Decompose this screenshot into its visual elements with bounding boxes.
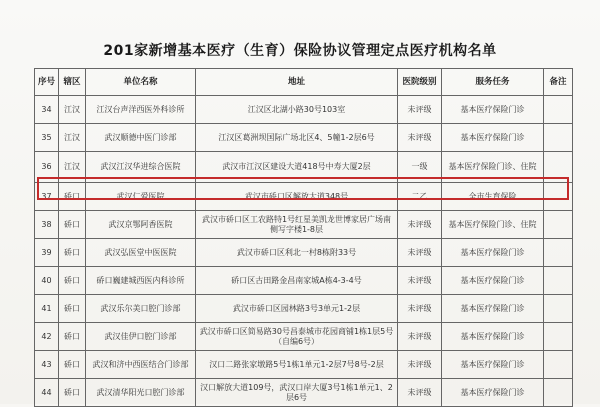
cell-name: 武汉弘医堂中医医院 [86,239,196,267]
cell-level: 未评级 [398,351,442,379]
table-row [35,239,573,267]
cell-address: 武汉市硚口区工农路特1号红星美凯龙世博家居广场南侧写字楼1-8层 [196,211,398,239]
header-district: 辖区 [59,69,86,96]
cell-no: 34 [35,96,59,124]
document-title: 201家新增基本医疗（生育）保险协议管理定点医疗机构名单 [103,43,497,59]
cell-address: 武汉市硚口区园林路3号3单元1-2层 [196,295,398,323]
cell-no: 41 [35,295,59,323]
cell-no: 42 [35,323,59,351]
cell-district: 江汉 [59,96,86,124]
table-row [35,124,573,152]
table-row [35,323,573,351]
cell-address: 武汉市硚口区解放大道348号 [196,183,398,211]
cell-level: 未评级 [398,124,442,152]
cell-name: 硚口巍建城西医内科诊所 [86,267,196,295]
cell-note [544,267,573,295]
cell-no: 37 [35,183,59,211]
cell-note [544,239,573,267]
cell-name: 武汉佳伊口腔门诊部 [86,323,196,351]
cell-note [544,96,573,124]
cell-name: 武汉清华阳光口腔门诊部 [86,379,196,407]
cell-no: 40 [35,267,59,295]
table-row [35,351,573,379]
cell-task: 基本医疗保险门诊 [442,96,544,124]
table-row [35,295,573,323]
table-row [35,379,573,407]
cell-note [544,124,573,152]
header-level: 医院级别 [398,69,442,96]
cell-district: 硚口 [59,379,86,407]
cell-name: 武汉和济中西医结合门诊部 [86,351,196,379]
cell-no: 44 [35,379,59,407]
cell-district: 硚口 [59,183,86,211]
cell-level: 未评级 [398,267,442,295]
header-note: 备注 [544,69,573,96]
cell-no: 43 [35,351,59,379]
cell-task: 基本医疗保险门诊、住院 [442,211,544,239]
cell-address: 硚口区古田路金昌南家城A栋4-3-4号 [196,267,398,295]
table-header-row [35,69,573,96]
cell-address: 汉口二路张家墩路5号1栋1单元1-2层7号8号-2层 [196,351,398,379]
cell-address: 汉口解放大道109号，武汉口岸大厦3号1栋1单元1、2层6号 [196,379,398,407]
cell-address: 武汉市硚口区简易路30号昌泰城市花园商铺1栋1层5号（自编6号） [196,323,398,351]
cell-level: 未评级 [398,379,442,407]
table-row [35,267,573,295]
cell-task: 基本医疗保险门诊 [442,239,544,267]
header-no: 序号 [35,69,59,96]
cell-note [544,295,573,323]
header-name: 单位名称 [86,69,196,96]
cell-note [544,211,573,239]
cell-level: 二乙 [398,183,442,211]
cell-note [544,323,573,351]
cell-note [544,379,573,407]
cell-district: 硚口 [59,323,86,351]
cell-level: 未评级 [398,323,442,351]
cell-district: 硚口 [59,239,86,267]
cell-district: 硚口 [59,267,86,295]
cell-task: 基本医疗保险门诊 [442,379,544,407]
cell-name: 武汉京鄂阿香医院 [86,211,196,239]
highlight-box [37,177,569,200]
cell-task: 基本医疗保险门诊 [442,323,544,351]
cell-level: 未评级 [398,211,442,239]
cell-level: 未评级 [398,239,442,267]
cell-address: 江汉区葛洲坝国际广场北区4、5幢1-2层6号 [196,124,398,152]
cell-name: 武汉乐尔美口腔门诊部 [86,295,196,323]
cell-note [544,351,573,379]
cell-no: 39 [35,239,59,267]
cell-level: 未评级 [398,96,442,124]
cell-district: 硚口 [59,295,86,323]
cell-district: 江汉 [59,124,86,152]
cell-district: 江汉 [59,152,86,183]
cell-name: 武汉仁爱医院 [86,183,196,211]
cell-level: 一级 [398,152,442,183]
header-address: 地址 [196,69,398,96]
cell-no: 38 [35,211,59,239]
cell-name: 江汉台声洋西医外科诊所 [86,96,196,124]
cell-task: 基本医疗保险门诊 [442,267,544,295]
cell-task: 全市生育保险 [442,183,544,211]
cell-address: 武汉市江汉区建设大道418号中寿大厦2层 [196,152,398,183]
table-row [35,96,573,124]
cell-task: 基本医疗保险门诊 [442,124,544,152]
cell-name: 武汉江汉华进综合医院 [86,152,196,183]
cell-task: 基本医疗保险门诊、住院 [442,152,544,183]
cell-address: 武汉市硚口区利北一村8栋附33号 [196,239,398,267]
cell-task: 基本医疗保险门诊 [442,295,544,323]
cell-name: 武汉顺德中医门诊部 [86,124,196,152]
cell-task: 基本医疗保险门诊 [442,351,544,379]
cell-no: 36 [35,152,59,183]
table-row [35,211,573,239]
cell-level: 未评级 [398,295,442,323]
header-task: 服务任务 [442,69,544,96]
cell-district: 硚口 [59,211,86,239]
institution-table [34,68,573,407]
cell-district: 硚口 [59,351,86,379]
cell-no: 35 [35,124,59,152]
cell-address: 江汉区北湖小路30号103室 [196,96,398,124]
